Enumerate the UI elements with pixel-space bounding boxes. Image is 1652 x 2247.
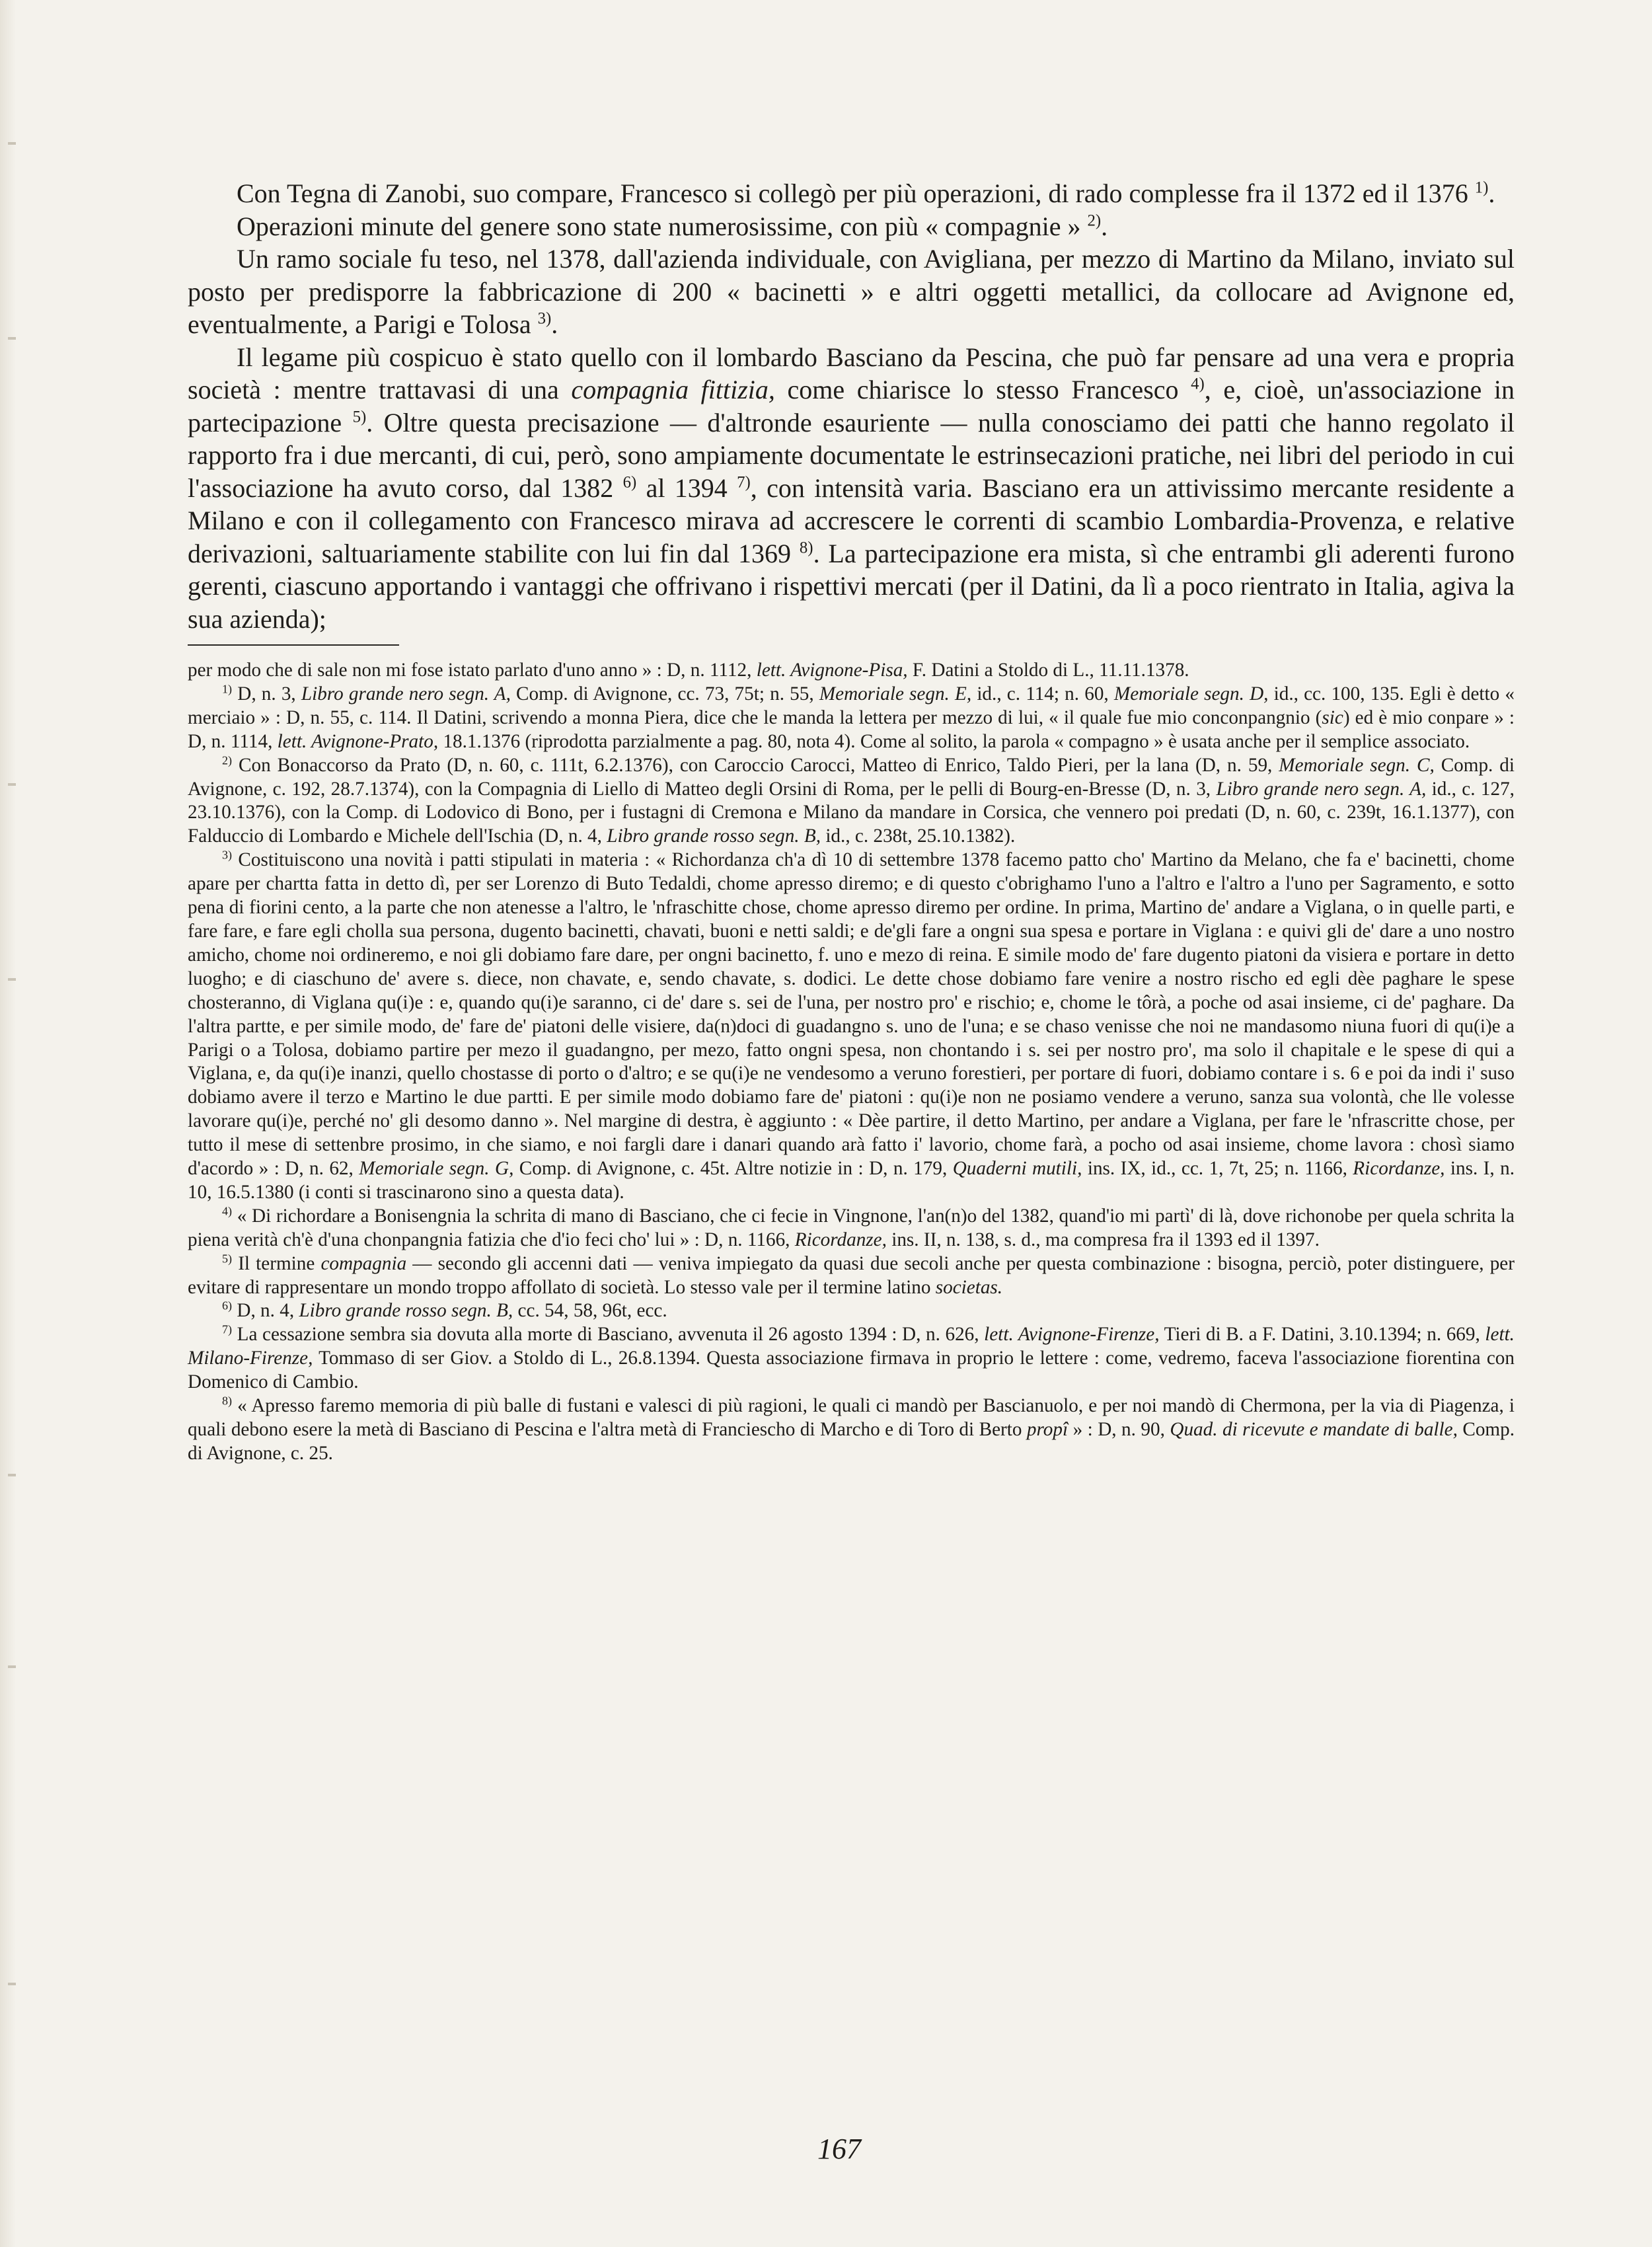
footnote-separator xyxy=(188,644,399,646)
margin-mark xyxy=(8,783,16,786)
paragraph: Un ramo sociale fu teso, nel 1378, dall'azienda individuale, con Avigliana, per mezzo di Martino da Milano, inviato sul posto per predisporre la fabbricazione di 200 « bacinetti » e altri oggetti metallici, da collocare ad Avignone ed, eventualmente, a Parigi e Tolosa $^{3)}$. xyxy=(188,244,1515,339)
margin-mark xyxy=(8,1474,16,1476)
footnote-ref: 8) xyxy=(799,539,813,557)
paragraph: Operazioni minute del genere sono state numerosissime, con più « compagnie » $^{2)}$. xyxy=(237,211,1108,241)
footnote: $^{8)}$ « Apresso faremo memoria di più balle di fustani e valesci di più ragioni, le quali ci mandò per Bascianuolo, e per noi mandò di Chermona, per la via di Piagenza, i quali debono esere la metà di Basciano di Pescina e l'altra metà di Franciescho di Marcho e di Toro di Berto propî » : D, n. 90, Quad. di ricevute e mandate di balle, Comp. di Avignone, c. 25. xyxy=(188,1394,1515,1464)
footnote-ref: 3) xyxy=(537,309,552,328)
footnote: $^{5)}$ Il termine compagnia — secondo gli accenni dati — veniva impiegato da quasi due secoli anche per questa combinazione : bisogna, perciò, poter distinguere, per evitare di rappresentare un mondo troppo affollato di società. Lo stesso vale per il termine latino societas. xyxy=(188,1251,1515,1298)
footnote-mark: 6) xyxy=(222,1299,233,1313)
footnote: $^{7)}$ La cessazione sembra sia dovuta alla morte di Basciano, avvenuta il 26 agosto 1394 : D, n. 626, lett. Avignone-Firenze, Tieri di B. a F. Datini, 3.10.1394; n. 669, lett. Milano-Firenze, Tommaso di ser Giov. a Stoldo di L., 26.8.1394. Questa associazione firmava in proprio le lettere : come, vedremo, faceva l'associazione fiorentina con Domenico di Cambio. xyxy=(188,1322,1515,1393)
footnote: $^{2)}$ Con Bonaccorso da Prato (D, n. 60, c. 111t, 6.2.1376), con Caroccio Carocci, Matteo di Enrico, Taldo Pieri, per la lana (D, n. 59, Memoriale segn. C, Comp. di Avignone, c. 192, 28.7.1374), con la Compagnia di Liello di Matteo degli Orsini di Roma, per le pelli di Bourg-en-Bresse (D, n. 3, Libro grande nero segn. A, id., c. 127, 23.10.1376), con la Comp. di Lodovico di Bono, per i fustagni di Cremona e Milano da mandare in Corsica, che vennero poi predati (D, n. 60, c. 239t, 16.1.1377), con Falduccio di Lombardo e Michele dell'Ischia (D, n. 4, Libro grande rosso segn. B, id., c. 238t, 25.10.1382). xyxy=(188,753,1515,847)
margin-mark xyxy=(8,337,16,340)
footnote-ref: 6) xyxy=(622,473,637,492)
footnote-mark: 4) xyxy=(222,1204,233,1218)
page-number: 167 xyxy=(817,2133,861,2165)
margin-mark xyxy=(8,1983,16,1985)
footnote: $^{6)}$ D, n. 4, Libro grande rosso segn. B, cc. 54, 58, 96t, ecc. xyxy=(222,1299,667,1322)
margin-mark xyxy=(8,978,16,981)
footnote-mark: 7) xyxy=(222,1322,233,1336)
footnote-mark: 2) xyxy=(222,753,233,767)
footnote-ref: 1) xyxy=(1474,178,1489,197)
footnote-ref: 4) xyxy=(1191,375,1205,393)
footnote-ref: 2) xyxy=(1087,211,1102,230)
footnote-ref: 5) xyxy=(352,408,367,426)
footnote-mark: 1) xyxy=(222,682,233,696)
footnote-continuation: per modo che di sale non mi fose istato parlato d'uno anno » : D, n. 1112, lett. Avignone-Pisa, F. Datini a Stoldo di L., 11.11.1378. xyxy=(188,660,1189,681)
body-text xyxy=(188,177,1515,635)
footnote-mark: 3) xyxy=(222,848,233,862)
paragraph: Il legame più cospicuo è stato quello con il lombardo Basciano da Pescina, che può far pensare ad una vera e propria società : mentre trattavasi di una compagnia fittizia, come chiarisce lo stesso Francesco $^{4)}$, e, cioè, un'associazione in partecipazione $^{5)}$. Oltre questa precisazione — d'altronde esauriente — nulla conosciamo dei patti che hanno regolato il rapporto fra i due mercanti, di cui, però, sono ampiamente documentate le estrinsecazioni pratiche, nei libri del periodo in cui l'associazione ha avuto corso, dal 1382 $^{6)}$ al 1394 $^{7)}$, con intensità varia. Basciano era un attivissimo mercante residente a Milano e con il collegamento con Francesco mirava ad accrescere le correnti di scambio Lombardia-Provenza, e relative derivazioni, saltuariamente stabilite con lui fin dal 1369 $^{8)}$. La partecipazione era mista, sì che entrambi gli aderenti furono gerenti, ciascuno apportando i vantaggi che offrivano i rispettivi mercati (per il Datini, da lì a poco rientrato in Italia, agiva la sua azienda); xyxy=(188,342,1515,634)
paragraph: Con Tegna di Zanobi, suo compare, Francesco si collegò per più operazioni, di rado complesse fra il 1372 ed il 1376 $^{1)}$. xyxy=(237,178,1495,208)
footnote-mark: 5) xyxy=(222,1251,233,1265)
footnote-mark: 8) xyxy=(222,1394,233,1408)
footnotes xyxy=(188,659,1515,1466)
margin-mark xyxy=(8,142,16,145)
footnote: $^{1)}$ D, n. 3, Libro grande nero segn. A, Comp. di Avignone, cc. 73, 75t; n. 55, Memoriale segn. E, id., c. 114; n. 60, Memoriale segn. D, id., cc. 100, 135. Egli è detto « merciaio » : D, n. 55, c. 114. Il Datini, scrivendo a monna Piera, dice che le manda la lettera per mezzo di lui, « il quale fue mio conconpangnio (sic) ed è mio conpare » : D, n. 1114, lett. Avignone-Prato, 18.1.1376 (riprodotta parzialmente a pag. 80, nota 4). Come al solito, la parola « compagno » è usata anche per il semplice associato. xyxy=(188,682,1515,752)
footnote-ref: 7) xyxy=(737,473,751,492)
page-content xyxy=(188,177,1515,1466)
footnote: $^{4)}$ « Di richordare a Bonisengnia la schrita di mano di Basciano, che ci fecie in Vingnone, l'an(n)o del 1382, quand'io mi partì' di là, dove richonobe per quela schrita la piena verità ch'è d'una chonpangnia fatizia che d'io feci cho' lui » : D, n. 1166, Ricordanze, ins. II, n. 138, s. d., ma compresa fra il 1393 ed il 1397. xyxy=(188,1204,1515,1250)
margin-mark xyxy=(8,1665,16,1668)
footnote: $^{3)}$ Costituiscono una novità i patti stipulati in materia : « Richordanza ch'a dì 10 di settembre 1378 facemo patto cho' Martino da Melano, che fa e' bacinetti, chome apare per chartta fatta in detto dì, per ser Lorenzo di Buto Tedaldi, chome apresso diremo; e di questo c'obrighamo l'uno a l'altro e l'altro a l'uno per Sagramento, e sotto pena di fiorini cento, a la parte che non atenesse a l'altro, le 'nfraschitte chose, chome apresso diremo per ordine. In prima, Martino de' andare a Viglana, o in quelle parti, e fare fare, e fare egli cholla sua persona, dugento bacinetti, chavati, buoni e netti saldi; e de'gli fare a ongni sua spesa e portare in Viglana : e quivi gli de' dare a uno nostro amicho, chome noi ordineremo, e noi gli dobiamo fare dare, per ongni bacinetto, f. uno e mezo di reina. E simile modo de' fare dugento piatoni da visiera e portare in detto luogho; e di ciaschuno de' avere s. diece, non chavate, e, sendo chavate, s. dodici. Le dette chose dobiamo fare venire a nostro rischo ed egli dèe paghare le spese chosteranno, di Viglana qu(i)e : e, quando qu(i)e saranno, ci de' dare s. sei de l'una, per nostro pro' e rischio; e, chome le tôrà, a poche od asai insieme, ci de' paghare. Da l'altra partte, e per simile modo, de' fare de' piatoni delle visiere, da(n)doci di guadangno s. uno de l'una; e se chaso venisse che noi ne mandasomo niuna fuori di qu(i)e a Parigi o a Tolosa, dobiamo partire per mezo il guadangno, per mezo, fatto ongni spesa, non chontando i s. sei per nostro pro', ma solo il chapitale e le spese di qui a Viglana, e, da qu(i)e inanzi, quello chostasse di porto o d'altro; e se qu(i)e ne vendesomo a veruno forestieri, per portare di fuori, dobiamo contare i s. 6 e poi da indi i' suso dobiamo avere il terzo e Martino le due partti. E per simile modo dobiamo fare de' piatoni : qu(i)e non ne posiamo vendere a veruno, sanza sua volontà, che lle volesse lavorare qu(i)e, perché no' gli desomo danno ». Nel margine di destra, è aggiunto : « Dèe partire, il detto Martino, per andare a Viglana, per fare le 'nfrascritte chose, per tutto il mese di settenbre prosimo, in che siamo, e noi fargli dare i danari quando arà fatto i' lavorio, chome farà, a pocho od asai insieme, chome lavora : chosì siamo d'acordo » : D, n. 62, Memoriale segn. G, Comp. di Avignone, c. 45t. Altre notizie in : D, n. 179, Quaderni mutili, ins. IX, id., cc. 1, 7t, 25; n. 1166, Ricordanze, ins. I, n. 10, 16.5.1380 (i conti si trascinarono sino a questa data). xyxy=(188,848,1515,1203)
